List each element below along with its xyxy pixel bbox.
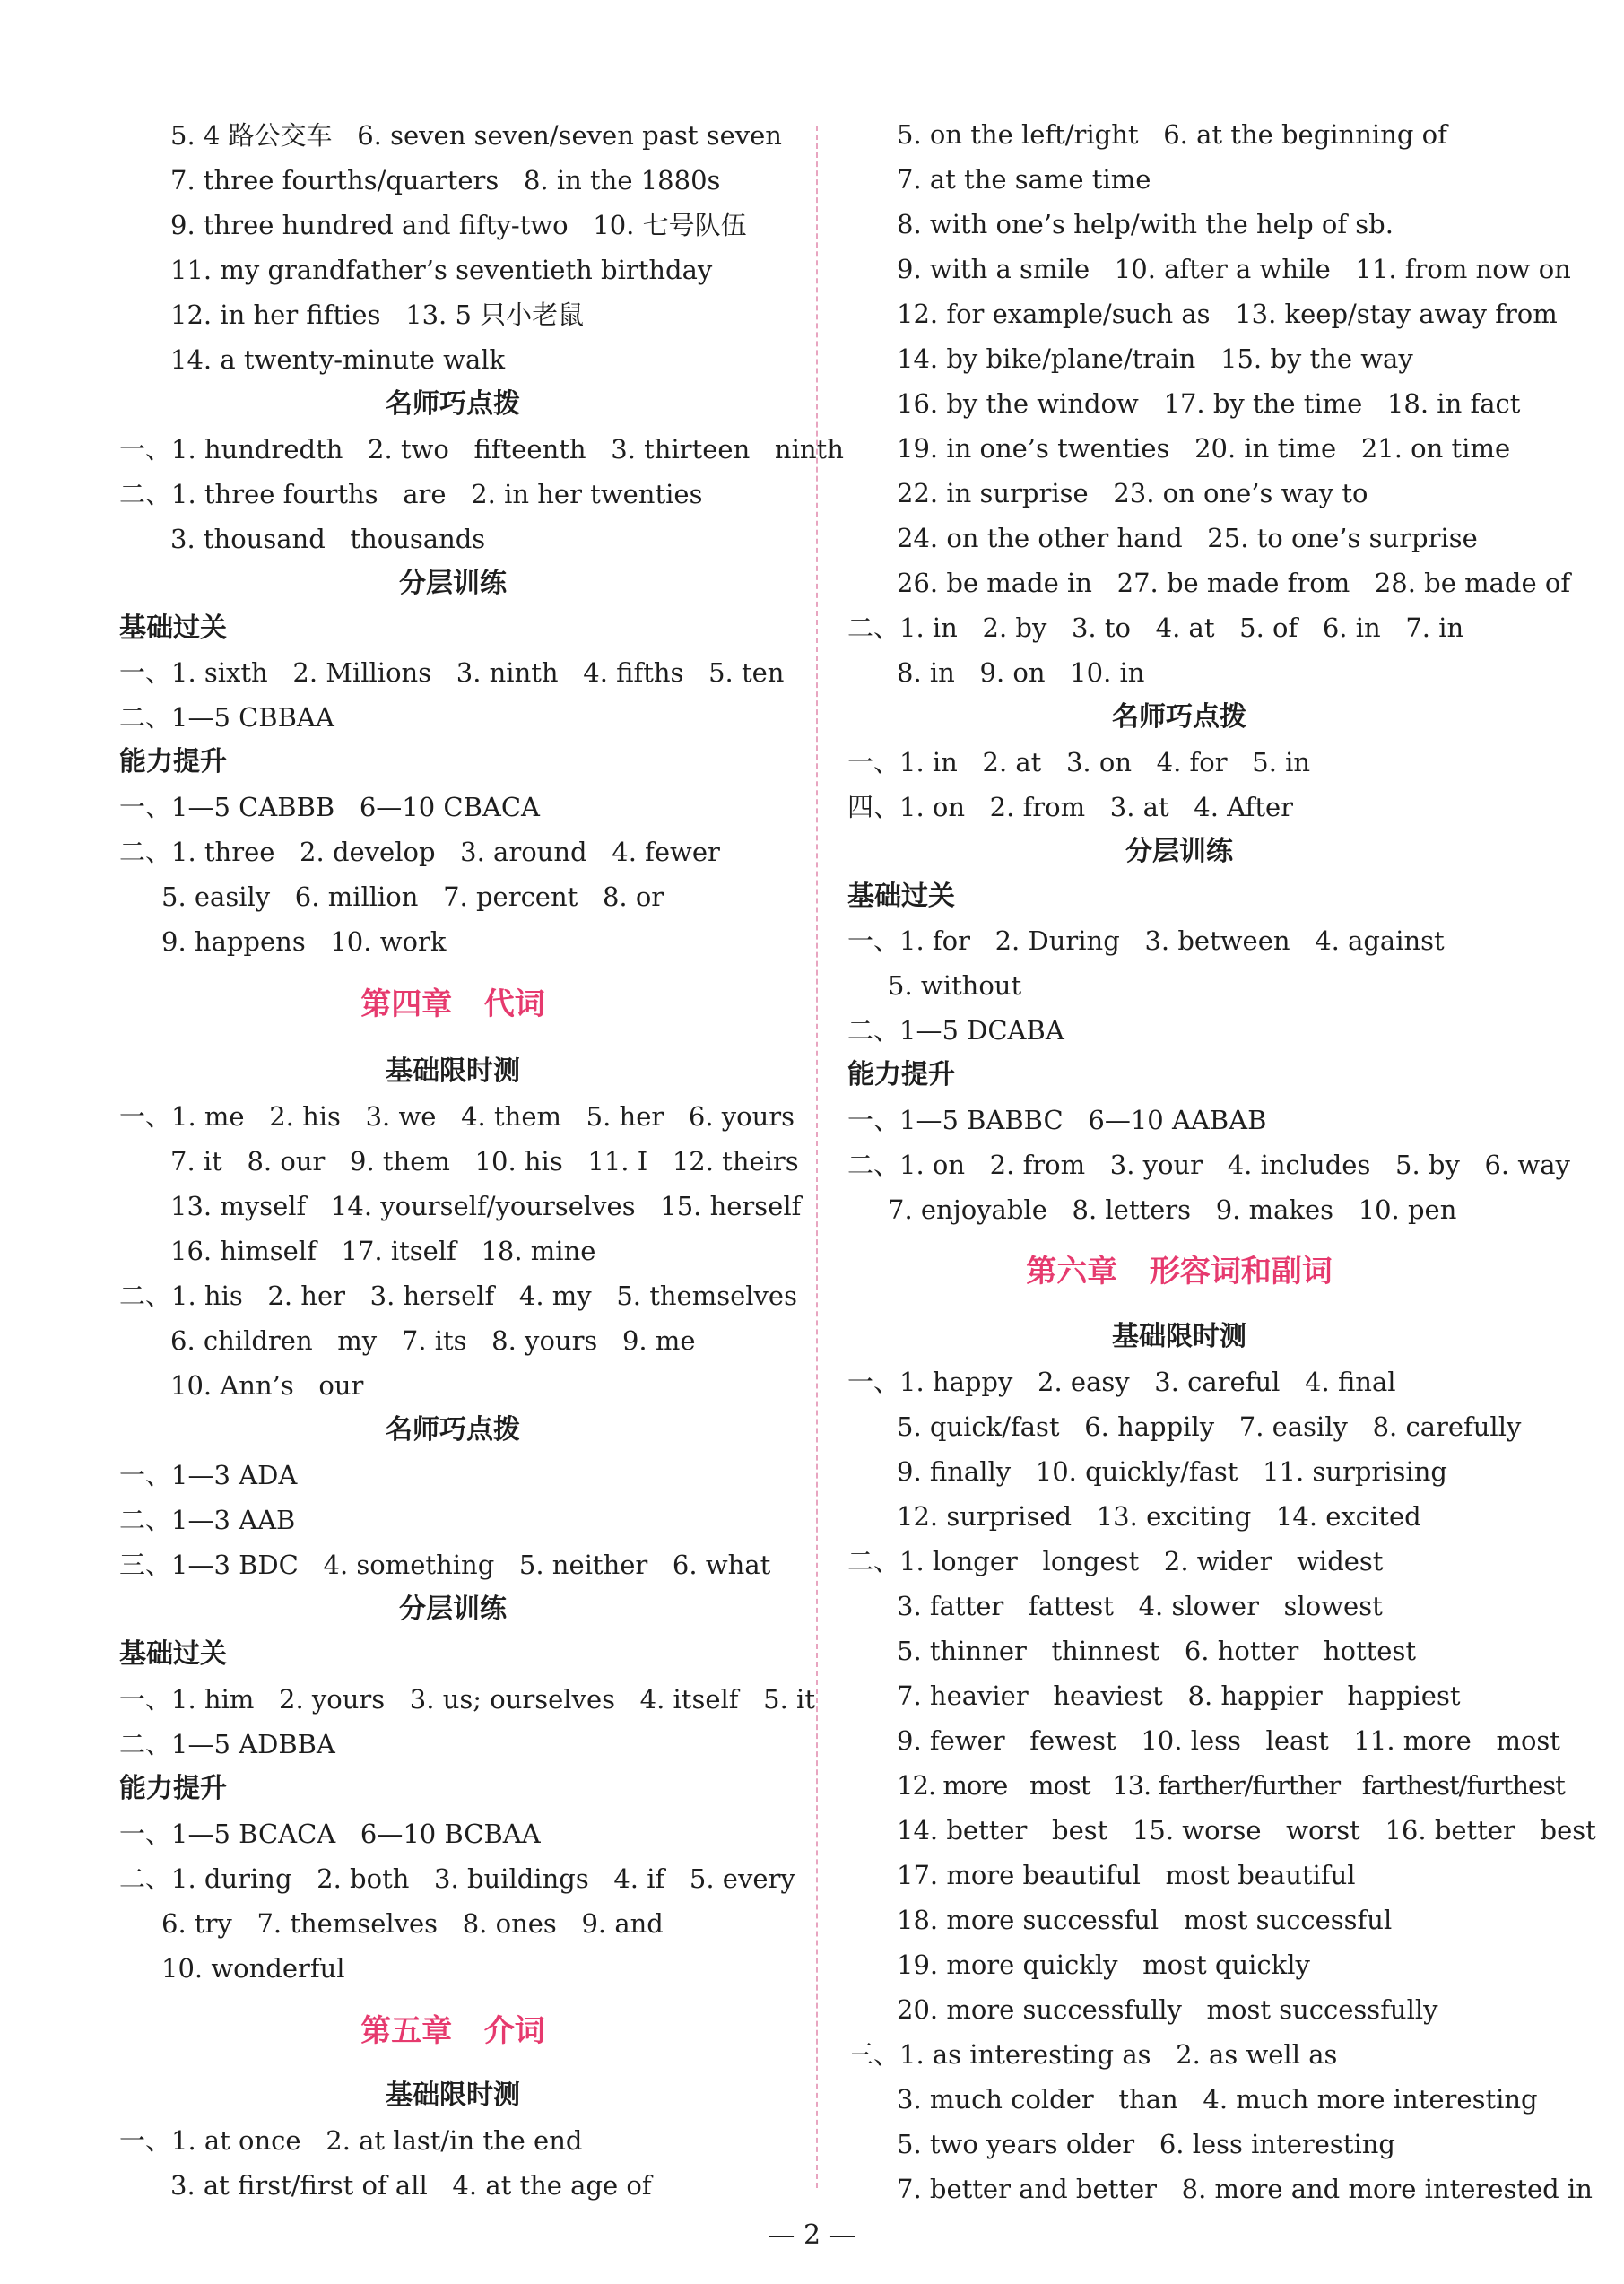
answer-line: 12. more most 13. farther/further farthest/furthest (897, 1770, 1565, 1801)
answer-line: 18. more successful most successful (897, 1905, 1393, 1935)
answer-line: 一、1. in 2. at 3. on 4. for 5. in (847, 747, 1311, 777)
answer-line: 9. with a smile 10. after a while 11. from now on (897, 254, 1571, 284)
answer-line: 26. be made in 27. be made from 28. be made of (897, 568, 1571, 598)
subsection-heading-basic: 基础过关 (119, 612, 227, 644)
answer-line: 二、1. on 2. from 3. your 4. includes 5. by 6. way (847, 1150, 1570, 1180)
subsection-heading-ability: 能力提升 (119, 1773, 227, 1804)
answer-line: 5. thinner thinnest 6. hotter hottest (897, 1636, 1416, 1666)
subsection-heading-ability: 能力提升 (119, 746, 227, 777)
answer-line: 5. without (888, 970, 1022, 1001)
answer-line: 三、1. as interesting as 2. as well as (847, 2039, 1338, 2070)
answer-line: 一、1. at once 2. at last/in the end (119, 2125, 583, 2156)
chapter-title-4: 第四章 代词 (360, 986, 545, 1022)
answer-line: 10. Ann’s our (170, 1370, 364, 1401)
answer-line: 16. himself 17. itself 18. mine (170, 1236, 596, 1266)
answer-line: 12. surprised 13. exciting 14. excited (897, 1501, 1421, 1532)
answer-line: 二、1—3 AAB (119, 1505, 296, 1535)
answer-line: 5. on the left/right 6. at the beginning of (897, 119, 1447, 150)
answer-line: 二、1. in 2. by 3. to 4. at 5. of 6. in 7. in (847, 612, 1464, 643)
answer-line: 二、1—5 CBBAA (119, 702, 334, 733)
section-heading-layered: 分层训练 (399, 1594, 507, 1625)
answer-line: 7. at the same time (897, 164, 1151, 195)
answer-line: 一、1—5 CABBB 6—10 CBACA (119, 792, 540, 822)
answer-line: 12. in her fifties 13. 5 只小老鼠 (170, 300, 585, 330)
subsection-heading-basic: 基础过关 (847, 881, 955, 912)
answer-line: 7. enjoyable 8. letters 9. makes 10. pen (888, 1194, 1457, 1225)
subsection-heading-basic: 基础过关 (119, 1638, 227, 1670)
answer-line: 二、1. three 2. develop 3. around 4. fewer (119, 837, 720, 867)
answer-line: 一、1. him 2. yours 3. us; ourselves 4. itself 5. it (119, 1684, 815, 1715)
answer-line: 19. more quickly most quickly (897, 1950, 1310, 1980)
answer-line: 20. more successfully most successfully (897, 1994, 1438, 2025)
section-heading-timed: 基础限时测 (1112, 1321, 1246, 1352)
answer-line: 二、1. three fourths are 2. in her twenties (119, 479, 703, 509)
answer-line: 14. by bike/plane/train 15. by the way (897, 343, 1413, 374)
answer-line: 12. for example/such as 13. keep/stay away from (897, 299, 1558, 329)
answer-line: 一、1. for 2. During 3. between 4. against (847, 925, 1445, 956)
answer-line: 11. my grandfather’s seventieth birthday (170, 255, 713, 285)
answer-line: 22. in surprise 23. on one’s way to (897, 478, 1368, 508)
answer-line: 一、1. happy 2. easy 3. careful 4. final (847, 1367, 1396, 1397)
answer-line: 7. three fourths/quarters 8. in the 1880s (170, 165, 721, 195)
right-column (816, 0, 1624, 2284)
chapter-title-6: 第六章 形容词和副词 (1026, 1254, 1333, 1290)
subsection-heading-ability: 能力提升 (847, 1059, 955, 1090)
answer-line: 5. two years older 6. less interesting (897, 2129, 1395, 2159)
answer-line: 19. in one’s twenties 20. in time 21. on time (897, 433, 1511, 464)
answer-line: 3. at first/first of all 4. at the age of (170, 2170, 652, 2201)
answer-line: 6. try 7. themselves 8. ones 9. and (161, 1908, 664, 1939)
answer-line: 一、1. sixth 2. Millions 3. ninth 4. fifths 5. ten (119, 657, 785, 688)
answer-line: 一、1—3 ADA (119, 1460, 298, 1490)
answer-line: 二、1—5 DCABA (847, 1015, 1064, 1046)
chapter-title-5: 第五章 介词 (360, 2013, 545, 2049)
answer-line: 8. with one’s help/with the help of sb. (897, 209, 1394, 239)
section-heading-layered: 分层训练 (1125, 836, 1233, 867)
answer-line: 一、1—5 BCACA 6—10 BCBAA (119, 1819, 541, 1849)
answer-line: 7. better and better 8. more and more interested in (897, 2174, 1593, 2204)
answer-line: 3. thousand thousands (170, 524, 486, 554)
answer-line: 三、1—3 BDC 4. something 5. neither 6. what (119, 1550, 771, 1580)
answer-line: 14. a twenty-minute walk (170, 344, 506, 375)
answer-line: 3. much colder than 4. much more interesting (897, 2084, 1538, 2115)
answer-line: 13. myself 14. yourself/yourselves 15. herself (170, 1191, 802, 1221)
answer-line: 9. three hundred and fifty-two 10. 七号队伍 (170, 210, 747, 240)
section-heading-tips: 名师巧点拨 (386, 1414, 520, 1446)
answer-line: 四、1. on 2. from 3. at 4. After (847, 792, 1293, 822)
answer-line: 二、1. longer longest 2. wider widest (847, 1546, 1384, 1576)
answer-line: 8. in 9. on 10. in (897, 657, 1145, 688)
section-heading-timed: 基础限时测 (386, 2080, 520, 2111)
answer-line: 9. finally 10. quickly/fast 11. surprising (897, 1456, 1447, 1487)
answer-line: 14. better best 15. worse worst 16. better best (897, 1815, 1596, 1845)
answer-line: 3. fatter fattest 4. slower slowest (897, 1591, 1383, 1621)
answer-line: 6. children my 7. its 8. yours 9. me (170, 1325, 696, 1356)
page-number: — 2 — (768, 2219, 856, 2251)
section-heading-tips: 名师巧点拨 (1112, 701, 1246, 733)
answer-line: 9. happens 10. work (161, 926, 447, 957)
answer-line: 7. heavier heaviest 8. happier happiest (897, 1680, 1461, 1711)
answer-line: 二、1—5 ADBBA (119, 1729, 335, 1759)
answer-line: 一、1. hundredth 2. two fifteenth 3. thirteen ninth (119, 434, 844, 465)
answer-line: 5. easily 6. million 7. percent 8. or (161, 881, 664, 912)
section-heading-tips: 名师巧点拨 (386, 388, 520, 420)
section-heading-timed: 基础限时测 (386, 1055, 520, 1087)
answer-line: 16. by the window 17. by the time 18. in fact (897, 388, 1521, 419)
answer-line: 5. quick/fast 6. happily 7. easily 8. carefully (897, 1411, 1522, 1442)
answer-line: 24. on the other hand 25. to one’s surprise (897, 523, 1478, 553)
answer-line: 17. more beautiful most beautiful (897, 1860, 1356, 1890)
answer-line: 5. 4 路公交车 6. seven seven/seven past seven (170, 120, 782, 151)
answer-line: 二、1. his 2. her 3. herself 4. my 5. themselves (119, 1281, 797, 1311)
answer-line: 一、1. me 2. his 3. we 4. them 5. her 6. yours (119, 1101, 795, 1132)
answer-line: 10. wonderful (161, 1953, 345, 1984)
answer-line: 9. fewer fewest 10. less least 11. more most (897, 1725, 1560, 1756)
section-heading-layered: 分层训练 (399, 568, 507, 599)
answer-line: 二、1. during 2. both 3. buildings 4. if 5. every (119, 1863, 795, 1894)
answer-line: 7. it 8. our 9. them 10. his 11. I 12. theirs (170, 1146, 799, 1177)
answer-line: 一、1—5 BABBC 6—10 AABAB (847, 1105, 1267, 1135)
